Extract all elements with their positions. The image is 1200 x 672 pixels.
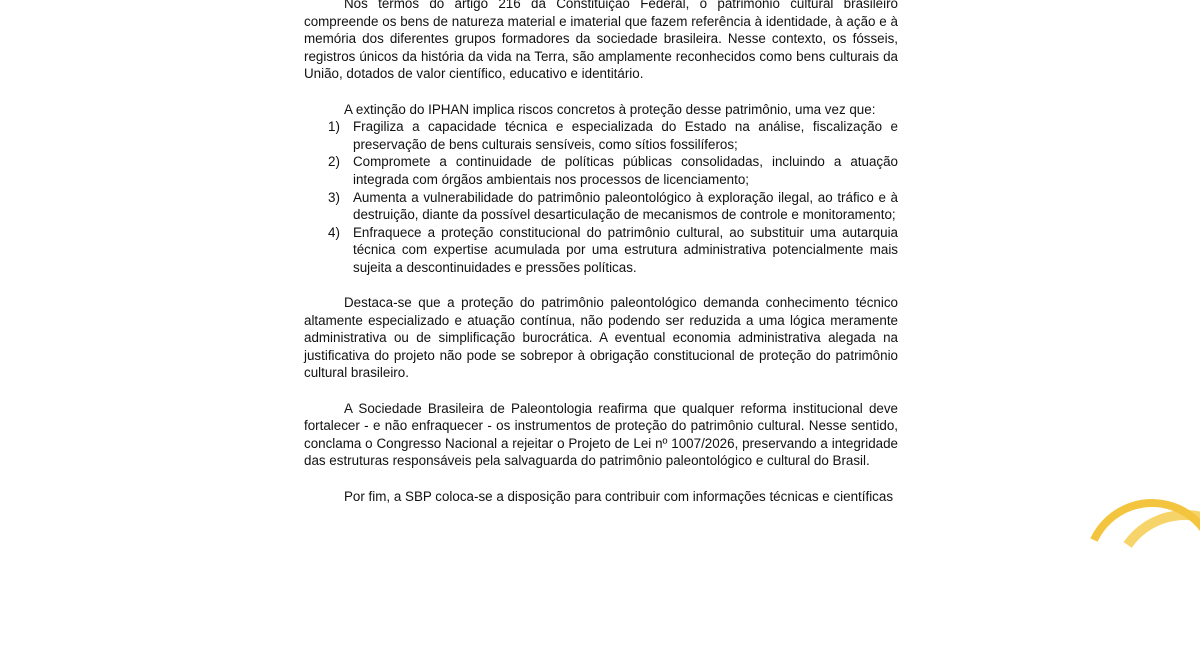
paragraph-constitution — [304, 0, 898, 83]
list-item-number: 2) — [328, 154, 340, 170]
paragraph-iphan-intro: A extinção do IPHAN implica riscos concretos à proteção desse patrimônio, uma vez que: — [344, 101, 876, 117]
list-item-text: Enfraquece a proteção constitucional do patrimônio cultural, ao substituir uma autarquia técnica com expertise acumulada por uma estrutura administrativa potencialmente mais sujeita a descontinuidades e pressões políticas. — [353, 224, 898, 275]
list-item-text: Fragiliza a capacidade técnica e especializada do Estado na análise, fiscalização e preservação de bens culturais sensíveis, como sítios fossilíferos; — [353, 119, 898, 152]
decorative-arc-graphic-inner — [1065, 480, 1200, 654]
paragraph-technical-protection: Destaca-se que a proteção do patrimônio paleontológico demanda conhecimento técnico altamente especializado e atuação contínua, não podendo ser reduzida a uma lógica meramente administrativa ou de simplificação burocrática. A eventual economia administrativa alegada na justificativa do projeto não pode se sobrepor à obrigação constitucional de proteção do patrimônio cultural brasileiro. — [304, 295, 898, 381]
list-item — [304, 118, 898, 153]
list-item-number: 1) — [328, 119, 340, 135]
list-item-number: 4) — [328, 224, 340, 240]
risk-list — [304, 118, 898, 276]
list-item — [304, 224, 898, 277]
paragraph-constitution-first-line: Nos termos do artigo 216 da Constituição Federal, o patrimônio cultural brasileiro — [344, 0, 898, 11]
paragraph-sbp-position: A Sociedade Brasileira de Paleontologia reafirma que qualquer reforma institucional deve fortalecer - e não enfraquecer - os instrumentos de proteção do patrimônio cultural. Nesse sentido, conclama o Congresso Nacional a rejeitar o Projeto de Lei nº 1007/2026, preservando a integridade das estruturas responsáveis pela salvaguarda do patrimônio paleontológico e cultural do Brasil. — [304, 400, 898, 469]
document-page — [304, 0, 898, 505]
paragraph-closing-partial: Por fim, a SBP coloca-se a disposição para contribuir com informações técnicas e científicas — [344, 488, 894, 504]
list-item-text: Compromete a continuidade de políticas públicas consolidadas, incluindo a atuação integrada com órgãos ambientais nos processos de licenciamento; — [353, 154, 898, 187]
list-item-text: Aumenta a vulnerabilidade do patrimônio paleontológico à exploração ilegal, ao tráfico e à destruição, diante da possível desarticulação de mecanismos de controle e monitoramento; — [353, 189, 898, 223]
list-item-number: 3) — [328, 189, 340, 205]
list-item — [304, 153, 898, 188]
paragraph-constitution-text: compreende os bens de natureza material e imaterial que fazem referência à identidade, à ação e à memória dos diferentes grupos formadores da sociedade brasileira. Nesse contexto, os fósseis, registros únicos da história da vida na Terra, são amplamente reconhecidos como bens culturais da União, dotados de valor científico, educativo e identitário. — [304, 13, 898, 82]
list-item — [304, 189, 898, 224]
